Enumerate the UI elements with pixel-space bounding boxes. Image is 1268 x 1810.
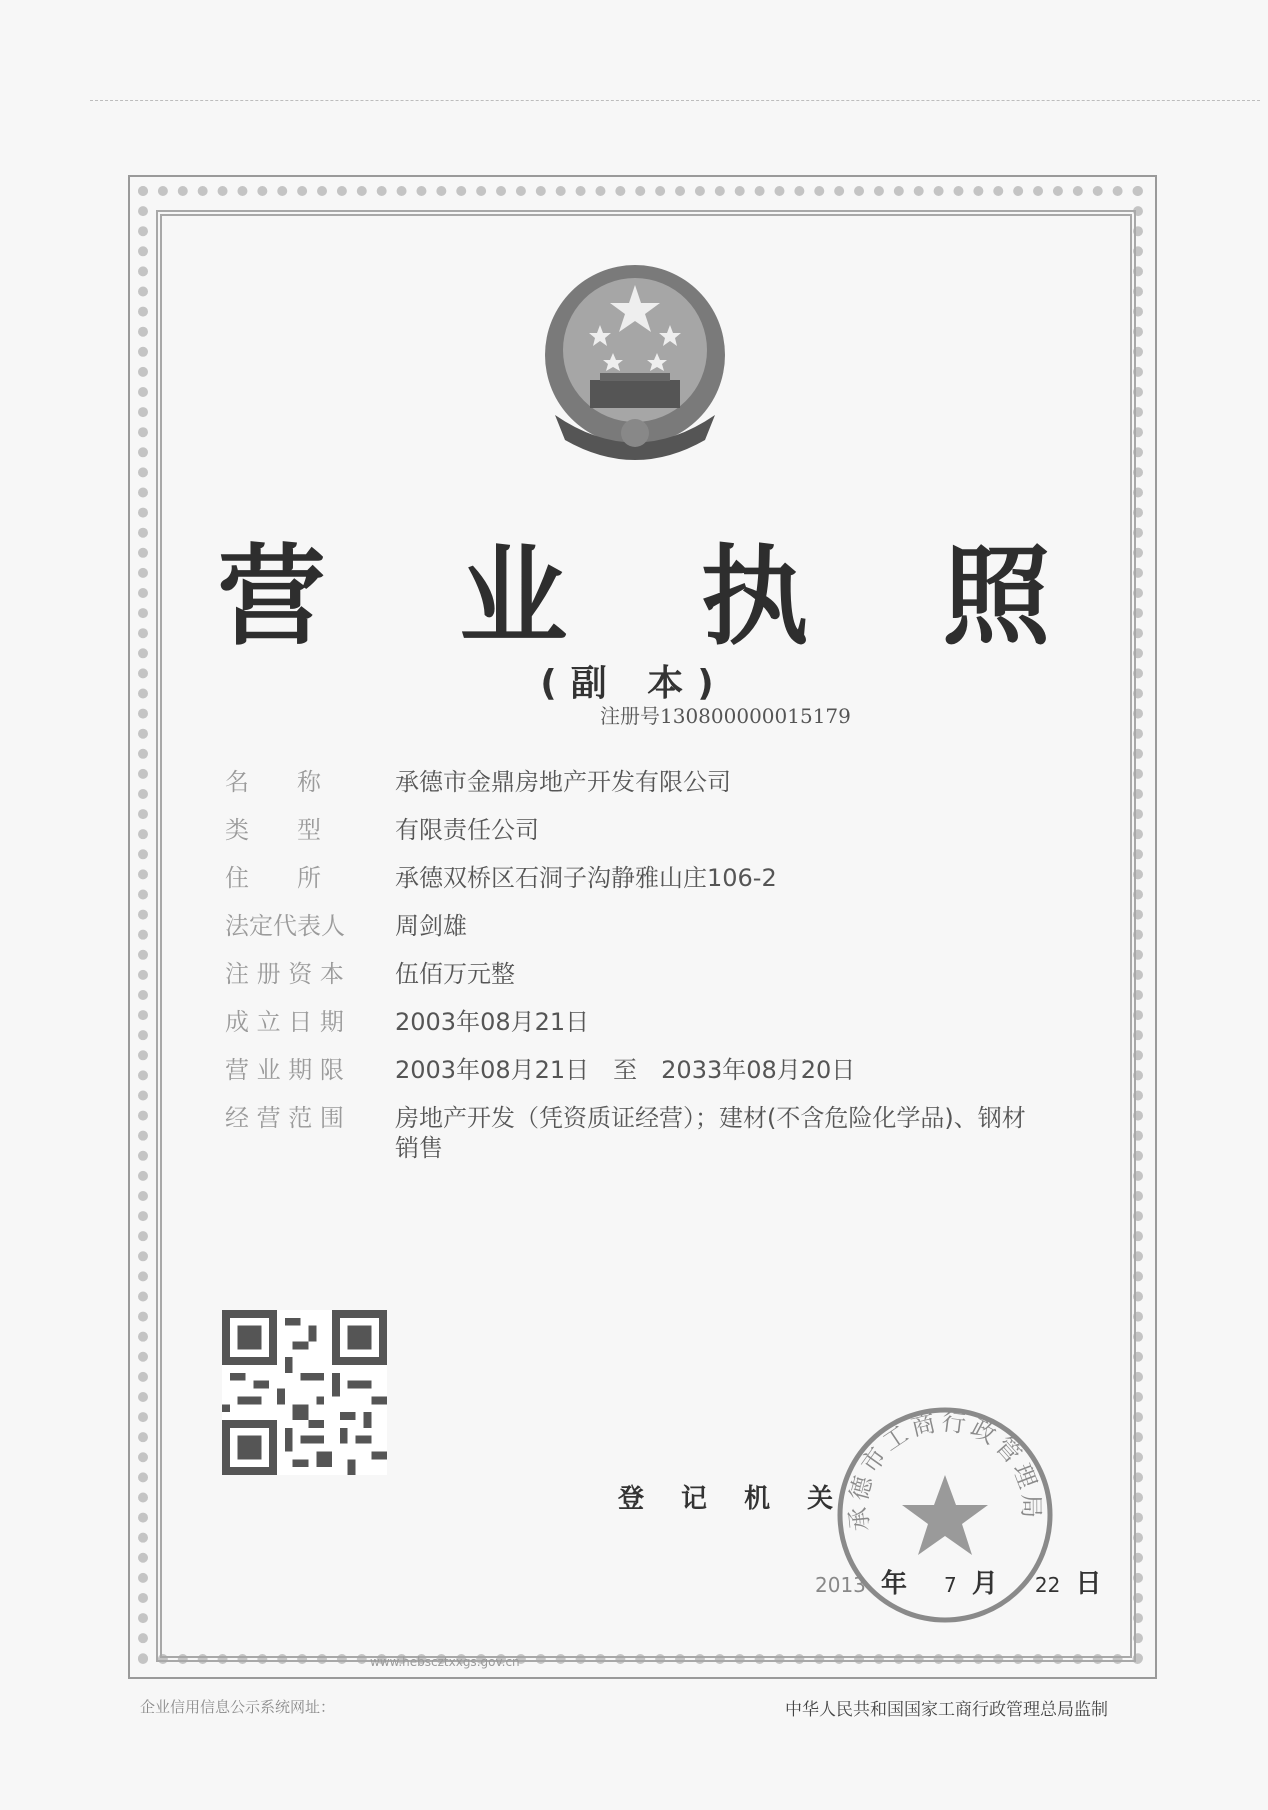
field-label: 名 称 [225,768,321,796]
registration-number: 注册号130800000015179 [600,704,851,728]
seal-text: 承德市工商行政管理局 [844,1407,1046,1533]
field-row-address [225,858,777,893]
field-row-capital [225,954,515,989]
field-label: 住 所 [225,864,321,892]
date-year: 2013 [815,1573,866,1597]
field-label: 经 营 范 围 [225,1104,344,1132]
field-value: 2003年08月21日 至 2033年08月20日 [395,1056,856,1084]
website-url: www.hebscztxxgs.gov.cn [370,1655,520,1669]
date-year-unit: 年 [880,1569,907,1599]
footer-issuer: 中华人民共和国国家工商行政管理总局监制 [785,1700,1108,1720]
field-row-type [225,810,539,845]
scan-line [90,100,1260,101]
field-value: 房地产开发（凭资质证经营）；建材(不含危险化学品)、钢材销售 [395,1104,1026,1162]
date-day: 22 [1034,1573,1061,1597]
qr-code-icon [222,1310,387,1475]
footer-website-label: 企业信用信息公示系统网址： [140,1698,336,1716]
field-value: 承德双桥区石洞子沟静雅山庄106-2 [395,864,777,892]
field-row-term [225,1050,855,1085]
date-day-unit: 日 [1075,1569,1102,1599]
field-value: 周剑雄 [395,912,467,940]
date-month-unit: 月 [971,1569,998,1599]
field-label: 注 册 资 本 [225,960,344,988]
certificate-title: 营 业 执 照 [217,534,1099,660]
date-month: 7 [944,1573,957,1597]
field-value: 有限责任公司 [395,816,539,844]
field-value: 伍佰万元整 [395,960,515,988]
copy-type: (副 本) [540,663,728,704]
national-emblem-icon [535,255,735,465]
field-value: 2003年08月21日 [395,1008,590,1036]
field-row-name [225,762,731,797]
field-label: 成 立 日 期 [225,1008,344,1036]
field-row-scope [225,1098,1035,1163]
field-row-legal-rep [225,906,467,941]
issue-date [815,1563,1101,1600]
field-row-established [225,1002,589,1037]
registration-authority-label: 登 记 机 关 [618,1484,848,1514]
field-label: 类 型 [225,816,321,844]
field-value: 承德市金鼎房地产开发有限公司 [395,768,731,796]
field-label: 法定代表人 [225,912,345,940]
field-label: 营 业 期 限 [225,1056,344,1084]
